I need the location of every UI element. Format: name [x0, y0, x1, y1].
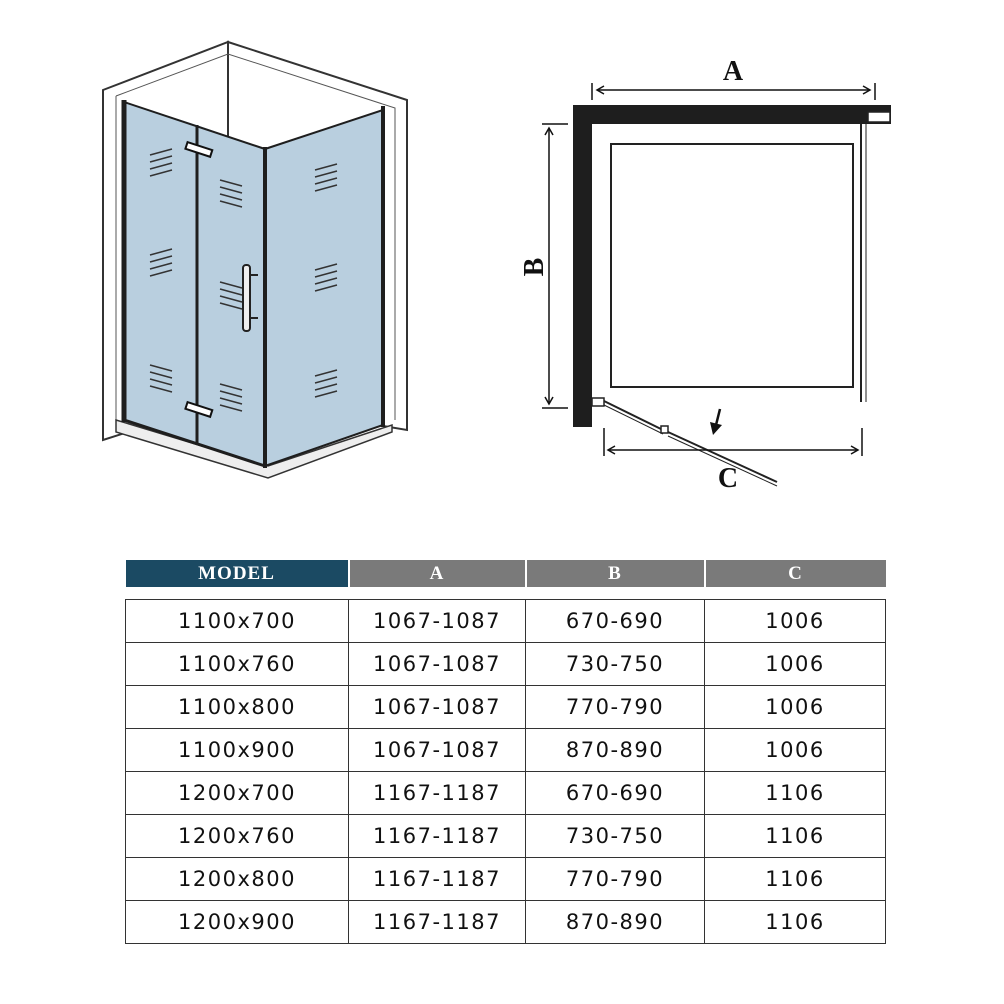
header-b: B: [526, 560, 705, 587]
header-a: A: [349, 560, 526, 587]
b-cell: 770-790: [526, 686, 705, 729]
plan-folding-door: [604, 401, 777, 486]
table-row: [126, 815, 886, 858]
swing-arrow-icon: [710, 409, 722, 435]
b-cell: 870-890: [526, 901, 705, 944]
table-row: [126, 729, 886, 772]
table-header-row: [126, 560, 886, 587]
plan-wall-top: [573, 105, 891, 124]
model-cell: 1100x900: [126, 729, 349, 772]
c-cell: 1006: [705, 686, 886, 729]
model-cell: 1100x700: [126, 600, 349, 643]
a-cell: 1067-1087: [349, 643, 526, 686]
dimension-b-label: B: [519, 257, 550, 277]
header-c: C: [705, 560, 886, 587]
a-cell: 1067-1087: [349, 729, 526, 772]
table-row: [126, 901, 886, 944]
b-cell: 730-750: [526, 815, 705, 858]
table-row: [126, 686, 886, 729]
model-cell: 1200x900: [126, 901, 349, 944]
plan-tray: [611, 144, 853, 387]
model-cell: 1200x800: [126, 858, 349, 901]
b-cell: 870-890: [526, 729, 705, 772]
dimension-c: [604, 428, 862, 456]
b-cell: 730-750: [526, 643, 705, 686]
b-cell: 670-690: [526, 600, 705, 643]
dimension-a-label: A: [722, 56, 744, 87]
c-cell: 1106: [705, 772, 886, 815]
plan-view: [519, 56, 891, 494]
dimension-c-label: C: [717, 463, 739, 494]
a-cell: 1167-1187: [349, 815, 526, 858]
plan-wall-left: [573, 105, 592, 427]
door-handle: [243, 265, 250, 331]
table-row: [126, 858, 886, 901]
model-cell: 1100x760: [126, 643, 349, 686]
c-cell: 1006: [705, 729, 886, 772]
specification-table: [125, 560, 886, 944]
c-cell: 1106: [705, 901, 886, 944]
c-cell: 1006: [705, 643, 886, 686]
a-cell: 1167-1187: [349, 858, 526, 901]
model-cell: 1100x800: [126, 686, 349, 729]
table-row: [126, 643, 886, 686]
c-cell: 1106: [705, 858, 886, 901]
table-row: [126, 772, 886, 815]
a-cell: 1067-1087: [349, 600, 526, 643]
c-cell: 1006: [705, 600, 886, 643]
a-cell: 1067-1087: [349, 686, 526, 729]
model-cell: 1200x700: [126, 772, 349, 815]
model-cell: 1200x760: [126, 815, 349, 858]
enclosure-perspective: [103, 42, 407, 478]
a-cell: 1167-1187: [349, 901, 526, 944]
a-cell: 1167-1187: [349, 772, 526, 815]
c-cell: 1106: [705, 815, 886, 858]
b-cell: 770-790: [526, 858, 705, 901]
b-cell: 670-690: [526, 772, 705, 815]
header-model: MODEL: [126, 560, 349, 587]
table-row: [126, 600, 886, 643]
